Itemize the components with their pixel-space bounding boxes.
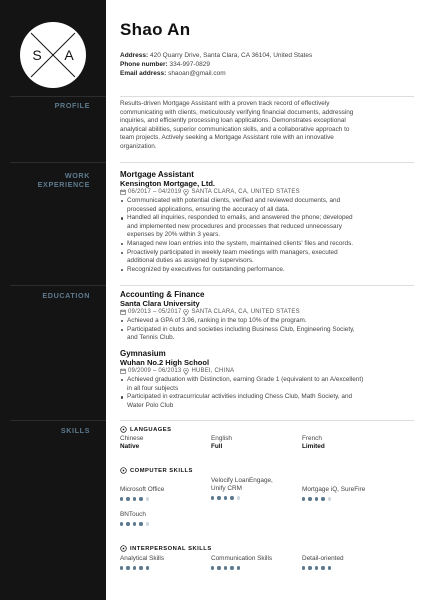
email-label: Email address: [120, 70, 167, 77]
address-value: 420 Quarry Drive, Santa Clara, CA 36104, United States [150, 52, 313, 59]
computer-skills-heading [120, 467, 193, 474]
circle-icon [120, 545, 127, 552]
rating-dots [211, 496, 273, 499]
circle-icon [120, 467, 127, 474]
job-location: SANTA CLARA, CA, UNITED STATES [191, 189, 300, 195]
profile-line: communicating with clients, meticulously verifying financial documents, addressing [120, 108, 354, 116]
monogram-logo [19, 21, 87, 89]
rating-dots [302, 566, 344, 569]
rating-dot-filled [308, 566, 311, 569]
section-divider [120, 162, 414, 163]
rating-dot-filled [126, 497, 129, 500]
rating-dots [211, 566, 272, 569]
location-pin-icon [183, 189, 189, 196]
employer-name: Kensington Mortgage, Ltd. [120, 179, 215, 188]
education-bullets [120, 317, 416, 343]
monogram-first-letter: S [32, 47, 42, 63]
list-item: Handled all inquiries, responded to emails, and answered the phone; developed and implemented new procedures and processes that reduced unnecessary expenses by 20% within 3 years. [120, 214, 416, 240]
rating-dot-filled [224, 496, 227, 499]
rating-dot-filled [126, 522, 129, 525]
job-bullets [120, 197, 416, 274]
degree-title: Gymnasium [120, 349, 166, 358]
rating-dot-filled [133, 497, 136, 500]
list-item: Recognized by executives for outstanding performance. [120, 266, 416, 275]
language-item: Chinese Native [120, 435, 144, 451]
profile-line: organization. [120, 142, 157, 150]
circle-icon [120, 426, 127, 433]
rating-dot-filled [217, 566, 220, 569]
computer-skill-item: Microsoft Office [120, 486, 164, 501]
language-item: English Full [211, 435, 232, 451]
rating-dot-filled [230, 566, 233, 569]
contact-phone [120, 60, 210, 69]
phone-value[interactable]: 334-997-0829 [169, 61, 210, 68]
section-divider [120, 96, 414, 97]
phone-label: Phone number: [120, 61, 168, 68]
interpersonal-skills-heading [120, 545, 212, 552]
rating-dot-filled [133, 522, 136, 525]
rating-dot-filled [315, 566, 318, 569]
interpersonal-skills-title: INTERPERSONAL SKILLS [130, 545, 212, 552]
monogram-second-letter: A [64, 47, 74, 63]
section-divider [120, 420, 414, 421]
education-bullets [120, 376, 416, 410]
rating-dot-filled [321, 497, 324, 500]
main-content [106, 0, 424, 600]
section-divider [120, 285, 414, 286]
rating-dots [302, 497, 365, 500]
education-entry [120, 290, 416, 343]
section-label-work: WORK EXPERIENCE [37, 171, 90, 189]
calendar-icon [120, 189, 126, 195]
job-title: Mortgage Assistant [120, 170, 194, 179]
rating-dot-filled [139, 497, 142, 500]
rating-dot-filled [211, 566, 214, 569]
sidebar-divider [10, 285, 106, 286]
computer-skill-item: BNTouch [120, 511, 149, 526]
degree-title: Accounting & Finance [120, 290, 205, 299]
rating-dot-filled [237, 566, 240, 569]
rating-dot-empty [237, 496, 240, 499]
interpersonal-skill-item: Communication Skills [211, 555, 272, 570]
computer-skills-title: COMPUTER SKILLS [130, 467, 193, 474]
sidebar [0, 0, 106, 600]
job-dates: 06/2017 – 04/2019 [128, 189, 182, 195]
work-entry [120, 170, 416, 274]
calendar-icon [120, 309, 126, 315]
education-meta [120, 308, 416, 316]
sidebar-divider [10, 420, 106, 421]
rating-dot-filled [217, 496, 220, 499]
languages-title: LANGUAGES [130, 426, 172, 433]
list-item: Achieved a GPA of 3.96, ranking in the top 10% of the program. [120, 317, 416, 326]
rating-dot-filled [139, 566, 142, 569]
email-value[interactable]: shaoan@gmail.com [168, 70, 226, 77]
rating-dot-filled [211, 496, 214, 499]
rating-dot-filled [302, 497, 305, 500]
rating-dot-filled [321, 566, 324, 569]
rating-dot-filled [308, 497, 311, 500]
education-dates: 09/2013 – 05/2017 [128, 309, 182, 315]
rating-dot-filled [139, 522, 142, 525]
rating-dot-filled [328, 566, 331, 569]
job-meta [120, 188, 416, 196]
rating-dots [120, 522, 149, 525]
section-label-education: EDUCATION [42, 291, 90, 300]
computer-skill-item: Velocify LoanEngage, Unify CRM [211, 477, 273, 500]
profile-line: team projects. Actively seeking a Mortgage Assistant role with an innovative [120, 134, 334, 142]
rating-dot-filled [120, 566, 123, 569]
list-item: Achieved graduation with Distinction, earning Grade 1 (equivalent to an A/excellent) in all four subjects [120, 376, 416, 393]
rating-dot-filled [230, 496, 233, 499]
rating-dot-filled [146, 566, 149, 569]
school-name: Santa Clara University [120, 299, 200, 308]
education-entry [120, 349, 416, 410]
rating-dot-filled [120, 497, 123, 500]
rating-dot-filled [302, 566, 305, 569]
school-name: Wuhan No.2 High School [120, 358, 210, 367]
computer-skill-item: Mortgage iQ, SureFire [302, 486, 365, 501]
sidebar-divider [10, 162, 106, 163]
location-pin-icon [183, 309, 189, 316]
interpersonal-skill-item: Analytical Skills [120, 555, 164, 570]
rating-dot-empty [328, 497, 331, 500]
candidate-name: Shao An [120, 20, 191, 39]
profile-line: Results-driven Mortgage Assistant with a proven track record of effectively [120, 100, 330, 107]
profile-summary [120, 100, 416, 152]
rating-dot-filled [315, 497, 318, 500]
contact-email [120, 69, 226, 78]
calendar-icon [120, 368, 126, 374]
rating-dot-empty [146, 522, 149, 525]
education-location: HUBEI, CHINA [191, 368, 235, 374]
profile-line: inquiries, and efficiently processing loan applications. Demonstrates exceptional [120, 117, 346, 125]
rating-dot-filled [224, 566, 227, 569]
rating-dots [120, 497, 164, 500]
rating-dot-filled [126, 566, 129, 569]
sidebar-divider [10, 96, 106, 97]
education-dates: 09/2009 – 06/2013 [128, 368, 182, 374]
list-item: Participated in clubs and societies including Business Club, Engineering Society, and Tennis Club. [120, 326, 416, 343]
education-meta [120, 367, 416, 375]
section-label-profile: PROFILE [54, 101, 90, 110]
languages-heading [120, 426, 172, 433]
interpersonal-skill-item: Detail-oriented [302, 555, 344, 570]
list-item: Communicated with potential clients, verified and reviewed documents, and processed applications, ensuring the accuracy of all data. [120, 197, 416, 214]
rating-dot-filled [133, 566, 136, 569]
location-pin-icon [183, 368, 189, 375]
list-item: Managed new loan entries into the system, maintained clients' files and records. [120, 240, 416, 249]
rating-dot-filled [120, 522, 123, 525]
address-label: Address: [120, 52, 149, 59]
profile-line: analytical abilities, superior communication skills, and a collaborative approach to [120, 125, 350, 133]
language-item: French Limited [302, 435, 325, 451]
rating-dots [120, 566, 164, 569]
rating-dot-empty [146, 497, 149, 500]
section-label-skills: SKILLS [60, 426, 90, 435]
list-item: Participated in extracurricular activities including Chess Club, Math Society, and Water Polo Club [120, 393, 416, 410]
contact-address [120, 51, 312, 60]
education-location: SANTA CLARA, CA, UNITED STATES [191, 309, 300, 315]
list-item: Proactively participated in weekly team meetings with managers, executed additional duties as assigned by supervisors. [120, 249, 416, 266]
